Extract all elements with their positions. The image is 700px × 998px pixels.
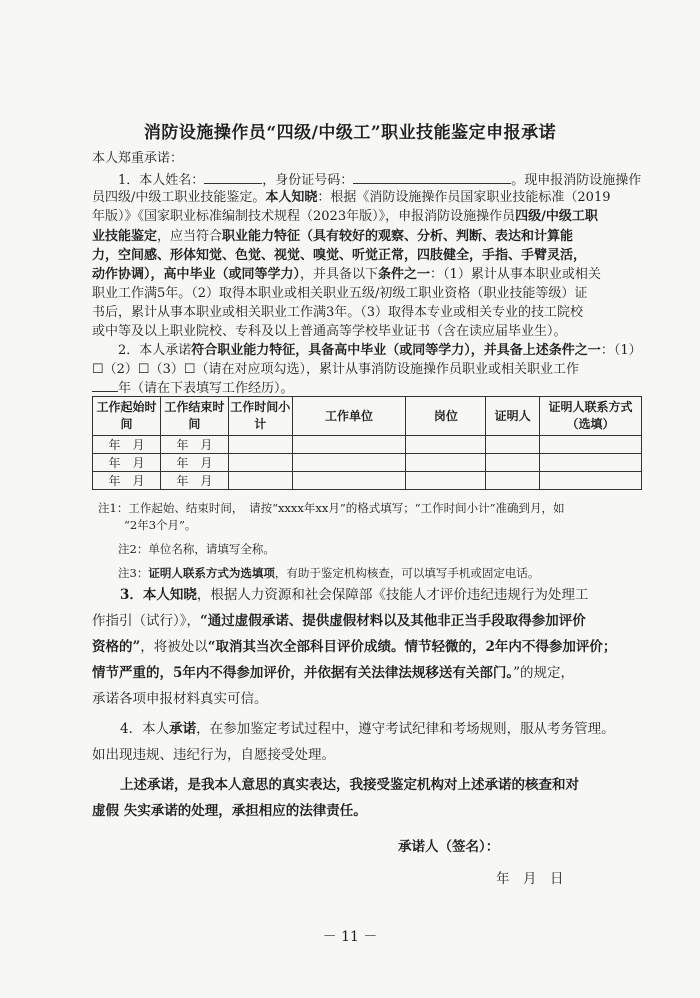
intro-line: 本人郑重承诺： <box>92 151 184 166</box>
header-witness: 证明人 <box>486 397 540 436</box>
p1-text: ，应当符合 <box>157 229 223 244</box>
cell-employer[interactable] <box>292 454 406 472</box>
p1-text: ：根据《消防设施操作员国家职业技能标准（2019 <box>317 190 611 205</box>
p4-text: ，在参加鉴定考试过程中，遵守考试纪律和考场规则，服从考务管理。 <box>196 721 615 737</box>
p1-line-6 <box>92 266 601 284</box>
p1-bold-know: 本人知晓 <box>265 190 318 205</box>
table-row <box>93 436 642 454</box>
header-employer: 工作单位 <box>292 397 406 436</box>
work-experience-table <box>92 396 642 490</box>
p3-line-3 <box>92 638 616 656</box>
p4-text: 4．本人 <box>120 721 170 737</box>
p3-line-2 <box>92 612 586 630</box>
p3-bold-quote: “通过虚假承诺、提供虚假材料以及其他非正当手段取得参加评价 <box>200 613 586 629</box>
cell-start[interactable]: 年 月 <box>93 472 161 490</box>
cell-contact[interactable] <box>540 436 642 454</box>
signature-label[interactable]: 承诺人（签名）： <box>398 839 500 855</box>
closing-line-2: 虚假 失实承诺的处理，承担相应的法律责任。 <box>92 803 367 819</box>
cell-contact[interactable] <box>540 472 642 490</box>
p4-line-2: 如出现违规、违纪行为，自愿接受处理。 <box>92 747 335 763</box>
p2-line-1: 2．本人承诺符合职业能力特征，具备高中毕业（或同等学力），并具备上述条件之一：（1） <box>118 343 642 358</box>
p4-bold-commit: 承诺 <box>169 721 197 737</box>
cell-start[interactable]: 年 月 <box>93 436 161 454</box>
note-3-tail: ，有助于鉴定机构核查，可以填写手机或固定电话。 <box>274 566 540 580</box>
note-3-bold: 证明人联系方式为选填项 <box>148 566 275 580</box>
note-1-line-1: 注1：工作起始、结束时间， 请按“xxxx年xx月”的格式填写；“工作时间小计”准确到月，如 <box>98 501 565 515</box>
cell-end[interactable]: 年 月 <box>160 472 228 490</box>
table-row <box>93 472 642 490</box>
p3-bold-quote: 资格的” <box>92 639 141 655</box>
p1-text: 员四级/中级工职业技能鉴定。 <box>92 190 266 205</box>
p3-line-4 <box>92 664 574 682</box>
cell-employer[interactable] <box>292 436 406 454</box>
p3-text: ，将被处以 <box>140 639 208 655</box>
p2-line-2-checkboxes[interactable]: ☐（2）☐（3）☐（请在对应项勾选），累计从事消防设施操作员职业或相关职业工作 <box>92 362 580 377</box>
document-title: 消防设施操作员“四级/中级工”职业技能鉴定申报承诺 <box>143 123 557 143</box>
id-number-blank[interactable] <box>353 170 511 184</box>
p1-bold-education: 动作协调），高中毕业（或同等学力） <box>92 267 301 282</box>
p1-text: ，并具备以下 <box>300 267 379 282</box>
p1-line-4 <box>92 228 573 246</box>
p2-text: 年（请在下表填写工作经历）。 <box>118 381 294 396</box>
p1-bold-condition: 条件之一 <box>378 267 431 282</box>
p1-line-7: 职业工作满5年。（2）取得本职业或相关职业五级/初级工职业资格（职业技能等级）证 <box>92 286 588 301</box>
cell-position[interactable] <box>406 436 486 454</box>
p1-line-2 <box>92 189 611 207</box>
cell-witness[interactable] <box>486 436 540 454</box>
p3-line-1 <box>120 586 588 604</box>
cell-witness[interactable] <box>486 454 540 472</box>
cell-duration[interactable] <box>228 454 292 472</box>
p3-line-5: 承诺各项申报材料真实可信。 <box>92 691 268 707</box>
note-1-line-2: “2年3个月”。 <box>124 518 197 532</box>
p2-line-3 <box>92 378 294 398</box>
signature-date[interactable]: 年 月 日 <box>496 871 564 887</box>
years-blank[interactable] <box>92 378 118 392</box>
p1-line-1 <box>118 170 641 190</box>
note-3-prefix: 注3： <box>118 566 149 580</box>
p2-bold-commit: 符合职业能力特征，具备高中毕业（或同等学力），并具备上述条件之 <box>191 343 588 358</box>
cell-end[interactable]: 年 月 <box>160 436 228 454</box>
page-number: － 11 － <box>322 929 378 945</box>
cell-start[interactable]: 年 月 <box>93 454 161 472</box>
cell-duration[interactable] <box>228 436 292 454</box>
p3-bold-penalty: “取消其当次全部科目评价成绩。情节轻微的，2年内不得参加评价； <box>207 639 617 655</box>
apply-tail: 。现申报消防设施操作 <box>511 173 642 188</box>
cell-employer[interactable] <box>292 472 406 490</box>
p2-text: 2．本人承诺 <box>118 343 192 358</box>
p3-bold-know: 3．本人知晓 <box>120 587 197 603</box>
name-label: 1．本人姓名： <box>118 173 205 188</box>
p3-bold-penalty: 情节严重的，5年内不得参加评价，并依据有关法律法规移送有关部门。 <box>92 665 514 681</box>
name-blank[interactable] <box>204 170 262 184</box>
cell-position[interactable] <box>406 454 486 472</box>
id-label: ，身份证号码： <box>262 173 354 188</box>
header-position: 岗位 <box>406 397 486 436</box>
p3-text: ，根据人力资源和社会保障部《技能人才评价违纪违规行为处理工 <box>196 587 589 603</box>
p1-bold-ability: 职业能力特征（具有较好的观察、分析、判断、表达和计算能 <box>222 229 574 244</box>
cell-witness[interactable] <box>486 472 540 490</box>
p1-line-5: 力，空间感、形体知觉、色觉、视觉、嗅觉、听觉正常，四肢健全，手指、手臂灵活， <box>92 248 587 263</box>
cell-contact[interactable] <box>540 454 642 472</box>
cell-end[interactable]: 年 月 <box>160 454 228 472</box>
note-2: 注2：单位名称，请填写全称。 <box>118 542 275 556</box>
p1-text: ：（1）累计从事本职业或相关 <box>430 267 601 282</box>
header-end-time: 工作结束时间 <box>160 397 228 436</box>
p1-bold-level: 四级/中级工职 <box>515 209 598 224</box>
table-header-row <box>93 397 642 436</box>
table-row <box>93 454 642 472</box>
cell-position[interactable] <box>406 472 486 490</box>
header-start-time: 工作起始时间 <box>93 397 161 436</box>
p1-line-3 <box>92 208 598 226</box>
p1-line-8: 书后，累计从事本职业或相关职业工作满3年。（3）取得本专业或相关专业的技工院校 <box>92 305 584 320</box>
p1-line-9: 或中等及以上职业院校、专科及以上普通高等学校毕业证书（含在读应届毕业生）。 <box>92 324 567 339</box>
p1-text: 年版）》《国家职业标准编制技术规程（2023年版）》，申报消防设施操作员 <box>92 209 516 224</box>
header-witness-contact: 证明人联系方式（选填） <box>540 397 642 436</box>
header-duration: 工作时间小计 <box>228 397 292 436</box>
p4-line-1 <box>120 720 615 738</box>
p3-text: 作指引（试行）》， <box>92 613 200 629</box>
closing-line-1: 上述承诺，是我本人意思的真实表达，我接受鉴定机构对上述承诺的核查和对 <box>120 777 579 793</box>
p2-text: ：（1） <box>600 343 642 358</box>
cell-duration[interactable] <box>228 472 292 490</box>
p1-bold-appraisal: 业技能鉴定 <box>92 229 158 244</box>
p3-text: ”的规定， <box>513 665 575 681</box>
note-3 <box>118 565 539 581</box>
